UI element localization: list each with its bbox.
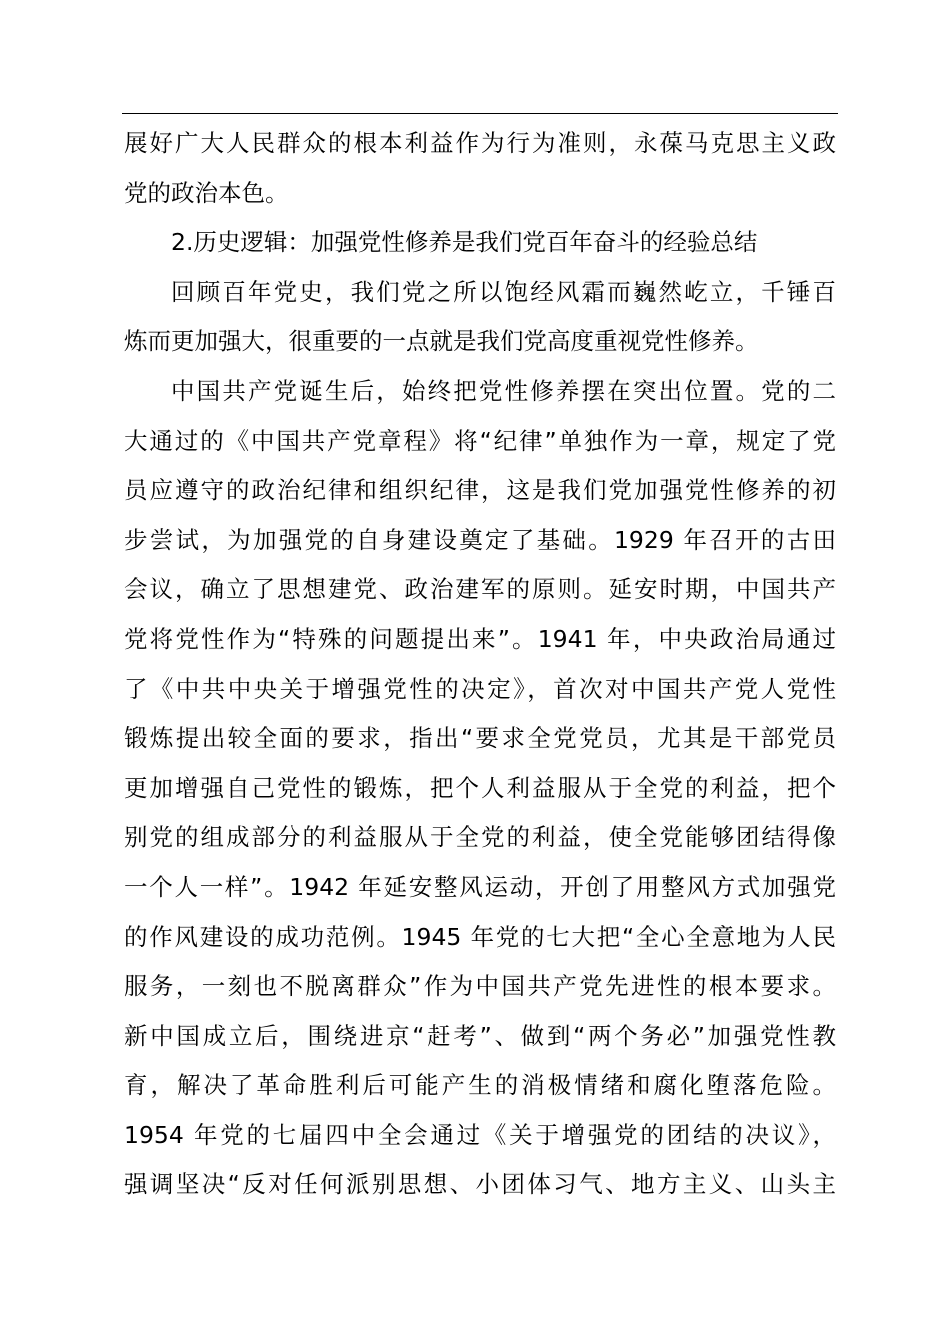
text-line: 会议，确立了思想建党、政治建军的原则。延安时期，中国共产 — [124, 575, 836, 604]
text-line: 回顾百年党史，我们党之所以饱经风霜而巍然屹立，千锤百 — [171, 277, 836, 306]
text-line: 展好广大人民群众的根本利益作为行为准则，永葆马克思主义政 — [124, 129, 836, 157]
text-line: 党将党性作为“特殊的问题提出来”。1941 年，中央政治局通过 — [124, 624, 836, 653]
text-line: 强调坚决“反对任何派别思想、小团体习气、地方主义、山头主 — [124, 1170, 836, 1199]
text-line: 党的政治本色。 — [124, 178, 289, 207]
text-line: 服务，一刻也不脱离群众”作为中国共产党先进性的根本要求。 — [124, 972, 836, 1001]
section-heading: 2.历史逻辑：加强党性修养是我们党百年奋斗的经验总结 — [171, 228, 758, 257]
text-line: 别党的组成部分的利益服从于全党的利益，使全党能够团结得像 — [124, 823, 836, 852]
text-line: 了《中共中央关于增强党性的决定》，首次对中国共产党人党性 — [124, 674, 836, 703]
body-text — [124, 119, 836, 1210]
text-line: 炼而更加强大，很重要的一点就是我们党高度重视党性修养。 — [124, 327, 759, 356]
text-line: 大通过的《中国共产党章程》将“纪律”单独作为一章，规定了党 — [124, 426, 836, 455]
text-line: 员应遵守的政治纪律和组织纪律，这是我们党加强党性修养的初 — [124, 476, 836, 505]
text-line: 1954 年党的七届四中全会通过《关于增强党的团结的决议》， — [124, 1120, 836, 1149]
text-line: 锻炼提出较全面的要求，指出“要求全党党员，尤其是干部党员 — [124, 724, 836, 753]
text-line: 育，解决了革命胜利后可能产生的消极情绪和腐化堕落危险。 — [124, 1071, 836, 1100]
text-line: 一个人一样”。1942 年延安整风运动，开创了用整风方式加强党 — [124, 872, 836, 901]
text-line: 中国共产党诞生后，始终把党性修养摆在突出位置。党的二 — [171, 376, 836, 405]
header-rule — [122, 113, 838, 114]
text-line: 新中国成立后，围绕进京“赶考”、做到“两个务必”加强党性教 — [124, 1021, 836, 1050]
text-line: 的作风建设的成功范例。1945 年党的七大把“全心全意地为人民 — [124, 922, 836, 951]
text-line: 更加增强自己党性的锻炼，把个人利益服从于全党的利益，把个 — [124, 773, 836, 802]
text-line: 步尝试，为加强党的自身建设奠定了基础。1929 年召开的古田 — [124, 525, 836, 554]
